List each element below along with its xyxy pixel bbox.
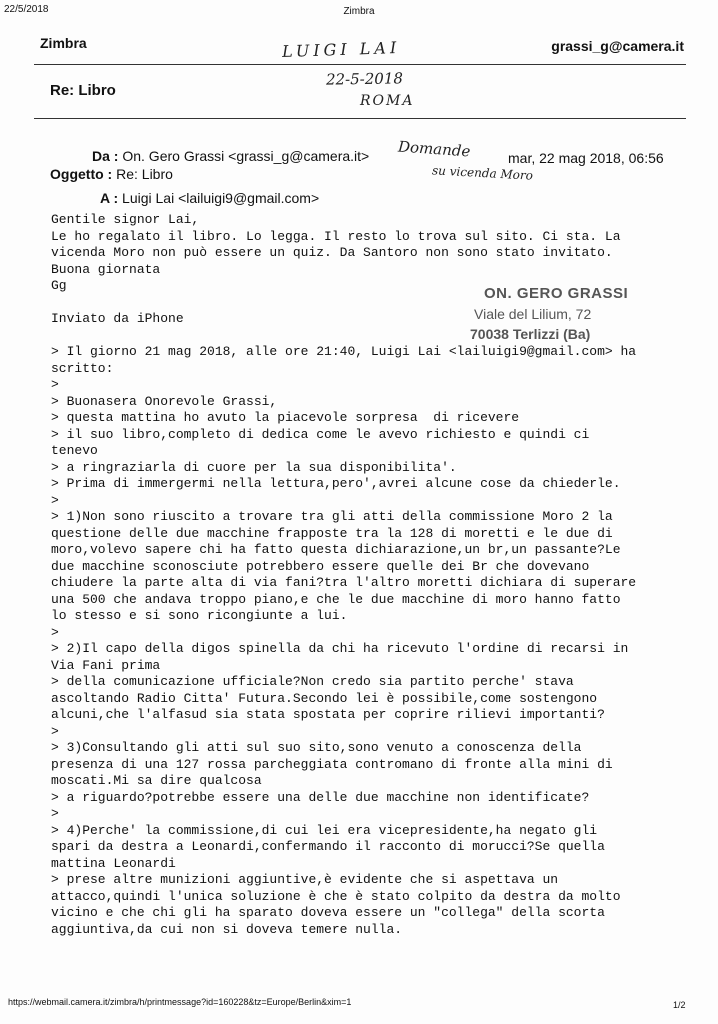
- body-line: > prese altre munizioni aggiuntive,è evidente che si aspettava un: [51, 872, 559, 887]
- handwritten-name: LUIGI LAI: [281, 37, 401, 62]
- stamp-name: ON. GERO GRASSI: [484, 285, 629, 302]
- header-divider: [34, 64, 686, 65]
- handwritten-place: ROMA: [360, 93, 415, 109]
- handwritten-note-1: Domande: [397, 137, 471, 161]
- body-line: > Il giorno 21 mag 2018, alle ore 21:40, Luigi Lai <lailuigi9@gmail.com> ha: [51, 344, 637, 359]
- subject-label: Oggetto :: [50, 166, 113, 182]
- body-line: >: [51, 492, 59, 508]
- to-label: A :: [100, 190, 119, 206]
- subject-value: Re: Libro: [116, 166, 173, 182]
- body-line: aggiuntiva,da cui non si doveva temere nulla.: [51, 921, 403, 937]
- body-line: Le ho regalato il libro. Lo legga. Il resto lo trova sul sito. Ci sta. La: [51, 228, 621, 244]
- body-line: attacco,quindi l'unica soluzione è che è stato colpito da destra da molto: [51, 888, 621, 904]
- body-line: > a ringraziarla di cuore per la sua disponibilita'.: [51, 459, 457, 475]
- body-line: > 1)Non sono riuscito a trovare tra gli atti della commissione Moro 2 la: [51, 509, 613, 524]
- body-line: due macchine sconosciute potrebbero essere quelle dei Br che dovevano: [51, 558, 590, 574]
- body-line: >: [51, 806, 59, 821]
- body-line: alcuni,che l'alfasud sia stata spostata per coprire rilievi importanti?: [51, 707, 605, 722]
- body-line: lo stesso e si sono ricongiunte a lui.: [51, 608, 348, 623]
- body-line: > il suo libro,completo di dedica come le avevo richiesto e quindi ci: [51, 426, 590, 442]
- body-line: >: [51, 723, 59, 739]
- body-line: moro,volevo sapere chi ha fatto questa dichiarazione,un br,un passante?Le: [51, 542, 621, 557]
- to-value: Luigi Lai <lailuigi9@gmail.com>: [122, 190, 320, 206]
- body-line: [51, 295, 703, 312]
- body-line: > Prima di immergermi nella lettura,pero',avrei alcune cose da chiederle.: [51, 476, 621, 491]
- body-line: > questa mattina ho avuto la piacevole sorpresa di ricevere: [51, 410, 520, 425]
- body-line: [51, 328, 703, 345]
- footer-url: https://webmail.camera.it/zimbra/h/printmessage?id=160228&tz=Europe/Berlin&xim=1: [8, 997, 352, 1007]
- subject-row: [50, 166, 173, 182]
- body-line: Via Fani prima: [51, 657, 161, 673]
- body-line: spari da destra a Leonardi,confermando il racconto di morucci?Se quella: [51, 839, 605, 854]
- body-line: > 2)Il capo della digos spinella da chi ha ricevuto l'ordine di recarsi in: [51, 641, 629, 656]
- from-row: [92, 148, 369, 164]
- to-row: [100, 190, 319, 206]
- body-line: moscati.Mi sa dire qualcosa: [51, 773, 262, 788]
- body-line: >: [51, 624, 59, 640]
- page-number: 1/2: [673, 1000, 686, 1010]
- body-line: scritto:: [51, 360, 114, 376]
- handwritten-note-2: su vicenda Moro: [431, 163, 534, 183]
- body-line: vicenda Moro non può essere un quiz. Da Santoro non sono stato invitato.: [51, 245, 613, 260]
- body-line: > Buonasera Onorevole Grassi,: [51, 393, 278, 409]
- body-line: Buona giornata: [51, 261, 161, 277]
- from-label: Da :: [92, 148, 119, 164]
- body-line: una 500 che andava troppo piano,e che le due macchine di moro hanno fatto: [51, 591, 621, 607]
- message-body: [51, 212, 703, 938]
- from-value: On. Gero Grassi <grassi_g@camera.it>: [122, 148, 370, 164]
- handwritten-date: 22-5-2018: [325, 69, 404, 89]
- subject-divider: [34, 118, 686, 119]
- body-line: questione delle due macchine frapposte tra la 128 di moretti e le due di: [51, 525, 613, 541]
- body-line: Gg: [51, 278, 67, 293]
- body-line: Inviato da iPhone: [51, 311, 184, 326]
- body-line: mattina Leonardi: [51, 855, 176, 871]
- body-line: chiudere la parte alta di via fani?tra l'altro moretti dichiara di superare: [51, 575, 637, 590]
- body-line: > 3)Consultando gli atti sul suo sito,sono venuto a conoscenza della: [51, 740, 582, 755]
- print-date: 22/5/2018: [4, 4, 49, 15]
- message-date: mar, 22 mag 2018, 06:56: [508, 150, 664, 166]
- app-name: Zimbra: [40, 35, 87, 51]
- stamp-street: Viale del Lilium, 72: [474, 306, 592, 322]
- account-email: grassi_g@camera.it: [551, 38, 684, 54]
- body-line: > 4)Perche' la commissione,di cui lei era vicepresidente,ha negato gli: [51, 822, 598, 838]
- body-line: >: [51, 377, 59, 392]
- body-line: > a riguardo?potrebbe essere una delle due macchine non identificate?: [51, 789, 590, 805]
- body-line: Gentile signor Lai,: [51, 212, 200, 227]
- print-title: Zimbra: [343, 6, 375, 17]
- stamp-city: 70038 Terlizzi (Ba): [470, 326, 591, 342]
- body-line: tenevo: [51, 443, 98, 458]
- message-subject-title: Re: Libro: [50, 82, 116, 99]
- body-line: > della comunicazione ufficiale?Non credo sia partito perche' stava: [51, 674, 574, 689]
- body-line: vicino e che chi gli ha sparato doveva essere un "collega" della scorta: [51, 905, 605, 920]
- body-line: presenza di una 127 rossa parcheggiata contromano di fronte alla mini di: [51, 756, 613, 772]
- body-line: ascoltando Radio Citta' Futura.Secondo lei è possibile,come sostengono: [51, 690, 598, 706]
